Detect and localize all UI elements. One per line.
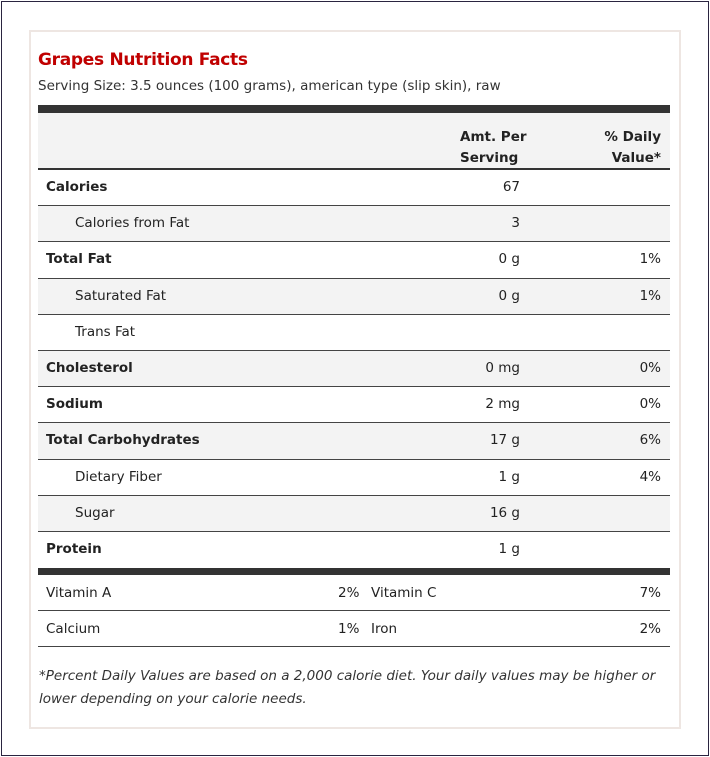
- vitamins-thick-bar: [38, 568, 670, 575]
- vitamin-name: Calcium: [46, 621, 101, 638]
- nutrient-daily-value: 1%: [639, 287, 661, 304]
- table-row: [38, 351, 670, 387]
- nutrient-amount: 0 g: [498, 287, 520, 304]
- vitamin-name: Iron: [371, 621, 398, 638]
- table-row: [38, 206, 670, 242]
- nutrient-name: Total Fat: [46, 251, 112, 268]
- vitamin-value: 2%: [639, 621, 661, 638]
- vitamin-row: [38, 611, 670, 647]
- vitamin-name: Vitamin A: [46, 585, 112, 602]
- table-row: [38, 423, 670, 459]
- vitamin-value: 2%: [338, 585, 360, 602]
- nutrient-amount: 3: [511, 215, 520, 232]
- nutrient-name: Calories: [46, 179, 108, 195]
- nutrition-table: [38, 105, 670, 647]
- nutrient-name: Cholesterol: [46, 359, 133, 376]
- nutrient-name: Calories from Fat: [75, 215, 190, 232]
- table-row: [38, 532, 670, 568]
- nutrient-daily-value: 6%: [639, 432, 661, 449]
- nutrient-name: Trans Fat: [75, 323, 136, 340]
- header-amount-per-serving: [460, 127, 560, 169]
- nutrient-daily-value: 0%: [639, 396, 661, 413]
- vitamin-row: [38, 575, 670, 611]
- vitamin-name: Vitamin C: [371, 585, 437, 602]
- nutrient-name: Dietary Fiber: [75, 468, 162, 485]
- nutrient-daily-value: 1%: [639, 251, 661, 268]
- top-thick-bar: [38, 105, 670, 113]
- nutrient-daily-value: 4%: [639, 468, 661, 485]
- header-daily-value: [591, 127, 661, 169]
- nutrient-amount: 0 mg: [485, 359, 520, 376]
- nutrient-amount: 0 g: [498, 251, 520, 268]
- nutrient-amount: 67: [502, 179, 520, 195]
- header-daily-line2: Value*: [611, 150, 661, 166]
- header-daily-line1: % Daily: [604, 129, 661, 145]
- page-title: Grapes Nutrition Facts: [38, 50, 248, 70]
- table-row: [38, 460, 670, 496]
- nutrient-amount: 2 mg: [485, 396, 520, 413]
- nutrient-name: Sugar: [75, 504, 115, 521]
- table-row: [38, 496, 670, 532]
- nutrient-amount: 16 g: [489, 504, 520, 521]
- table-row: [38, 315, 670, 351]
- nutrient-amount: 17 g: [489, 432, 520, 449]
- serving-size: Serving Size: 3.5 ounces (100 grams), american type (slip skin), raw: [38, 78, 501, 94]
- nutrient-name: Saturated Fat: [75, 287, 167, 304]
- table-row: [38, 242, 670, 278]
- daily-value-footnote: *Percent Daily Values are based on a 2,000 calorie diet. Your daily values may be higher or lower depending on your calorie needs.: [39, 668, 656, 707]
- vitamin-value: 7%: [639, 585, 661, 602]
- table-row: [38, 279, 670, 315]
- nutrient-name: Total Carbohydrates: [46, 432, 200, 449]
- vitamin-value: 1%: [338, 621, 360, 638]
- header-amount-line2: Serving: [460, 150, 519, 166]
- nutrient-amount: 1 g: [498, 540, 520, 557]
- nutrient-daily-value: 0%: [639, 359, 661, 376]
- table-header: [38, 113, 670, 170]
- nutrient-amount: 1 g: [498, 468, 520, 485]
- nutrient-name: Protein: [46, 540, 102, 557]
- header-amount-line1: Amt. Per: [460, 129, 527, 145]
- nutrient-name: Sodium: [46, 396, 103, 413]
- table-row: [38, 387, 670, 423]
- table-row: [38, 170, 670, 206]
